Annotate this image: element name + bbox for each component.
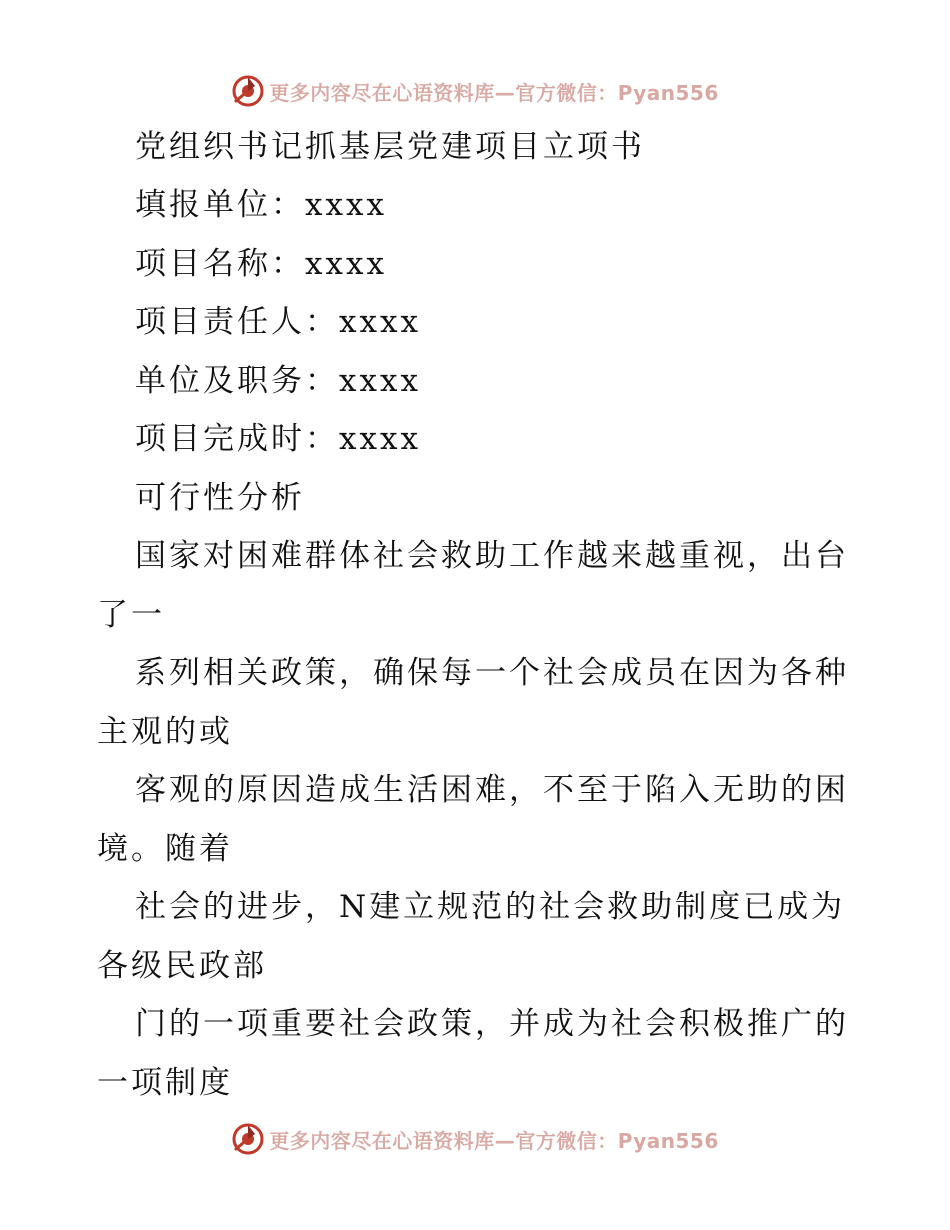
- watermark-text: 更多内容尽在心语资料库—官方微信：Pyan556: [269, 1128, 719, 1153]
- paragraph-line: 境。随着: [97, 831, 233, 867]
- header-watermark: [0, 71, 950, 111]
- paragraph-line: 社会的进步，N建立规范的社会救助制度已成为: [135, 889, 846, 925]
- watermark-text: 更多内容尽在心语资料库—官方微信：Pyan556: [269, 80, 719, 105]
- paragraph-line: 国家对困难群体社会救助工作越来越重视，出台: [135, 538, 849, 574]
- paragraph-line: 了一: [97, 597, 165, 633]
- pen-nib-logo-icon: [231, 1122, 265, 1156]
- field-project-name: 项目名称：xxxx: [135, 246, 387, 282]
- paragraph-line: 门的一项重要社会政策，并成为社会积极推广的: [135, 1006, 849, 1042]
- paragraph-line: 系列相关政策，确保每一个社会成员在因为各种: [135, 655, 849, 691]
- field-filing-unit: 填报单位：xxxx: [135, 187, 387, 223]
- document-title: 党组织书记抓基层党建项目立项书: [135, 129, 645, 165]
- section-heading-feasibility: 可行性分析: [135, 480, 305, 516]
- field-completion-time: 项目完成时：xxxx: [135, 421, 421, 457]
- paragraph-line: 主观的或: [97, 714, 233, 750]
- paragraph-line: 一项制度: [97, 1065, 233, 1101]
- field-project-lead: 项目责任人：xxxx: [135, 304, 421, 340]
- footer-watermark: [0, 1119, 950, 1159]
- paragraph-line: 各级民政部: [97, 948, 267, 984]
- pen-nib-logo-icon: [231, 74, 265, 108]
- field-unit-position: 单位及职务：xxxx: [135, 363, 421, 399]
- paragraph-line: 客观的原因造成生活困难，不至于陷入无助的困: [135, 772, 849, 808]
